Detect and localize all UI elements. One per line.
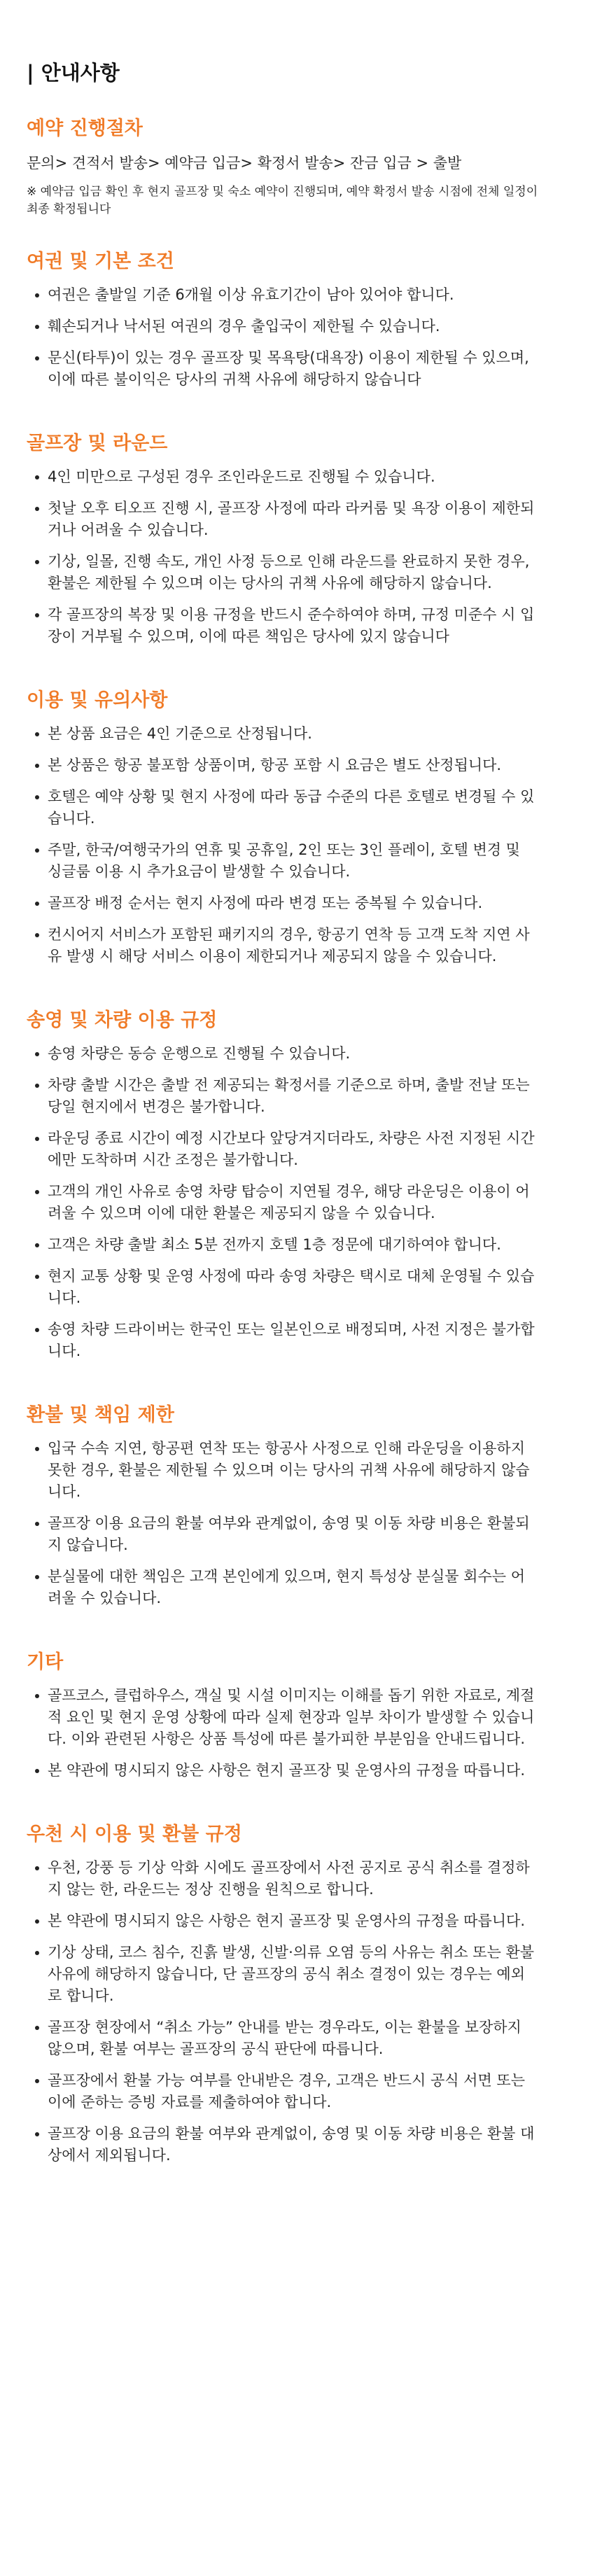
- list-item: 차량 출발 시간은 출발 전 제공되는 확정서를 기준으로 하며, 출발 전날 또는 당일 현지에서 변경은 불가합니다.: [27, 1074, 575, 1118]
- section-etc: [27, 1650, 575, 1782]
- list-item: 본 약관에 명시되지 않은 사항은 현지 골프장 및 운영사의 규정을 따릅니다.: [27, 1910, 575, 1932]
- list-item: 골프장 이용 요금의 환불 여부와 관계없이, 송영 및 이동 차량 비용은 환불되지 않습니다.: [27, 1513, 575, 1556]
- list-item: 라운딩 종료 시간이 예정 시간보다 앞당겨지더라도, 차량은 사전 지정된 시간에만 도착하며 시간 조정은 불가합니다.: [27, 1128, 575, 1171]
- list-item: 문신(타투)이 있는 경우 골프장 및 목욕탕(대욕장) 이용이 제한될 수 있으며, 이에 따른 불이익은 당사의 귀책 사유에 해당하지 않습니다: [27, 347, 575, 391]
- section-heading: 우천 시 이용 및 환불 규정: [27, 1823, 242, 1845]
- section-rain-refund: [27, 1822, 575, 2166]
- list-item: 첫날 오후 티오프 진행 시, 골프장 사정에 따라 라커룸 및 욕장 이용이 제한되거나 어려울 수 있습니다.: [27, 498, 575, 541]
- list-item: 훼손되거나 낙서된 여권의 경우 출입국이 제한될 수 있습니다.: [27, 316, 575, 337]
- section-reservation-process: [27, 116, 575, 218]
- list-item: 본 상품 요금은 4인 기준으로 산정됩니다.: [27, 723, 575, 745]
- list-item: 골프코스, 클럽하우스, 객실 및 시설 이미지는 이해를 돕기 위한 자료로, 계절적 요인 및 현지 운영 상황에 따라 실제 현장과 일부 차이가 발생할 수 있습니다. 이와 관련된 사항은 상품 특성에 따른 불가피한 부분임을 안내드립니다.: [27, 1685, 575, 1750]
- section-golf-round: [27, 431, 575, 648]
- list-item: 여권은 출발일 기준 6개월 이상 유효기간이 남아 있어야 합니다.: [27, 284, 575, 306]
- list-item: 본 상품은 항공 불포함 상품이며, 항공 포함 시 요금은 별도 산정됩니다.: [27, 755, 575, 776]
- list-item: 송영 차량은 동승 운행으로 진행될 수 있습니다.: [27, 1043, 575, 1065]
- list-item: 기상 상태, 코스 침수, 진흙 발생, 신발·의류 오염 등의 사유는 취소 또는 환불 사유에 해당하지 않습니다, 단 골프장의 공식 취소 결정이 있는 경우는 예외로 합니다.: [27, 1942, 575, 2007]
- bullet-list: [27, 466, 575, 648]
- section-heading: 골프장 및 라운드: [27, 433, 168, 454]
- section-transfer-vehicle: [27, 1008, 575, 1362]
- section-usage-notes: [27, 688, 575, 967]
- list-item: 본 약관에 명시되지 않은 사항은 현지 골프장 및 운영사의 규정을 따릅니다.: [27, 1760, 575, 1782]
- bullet-list: [27, 1438, 575, 1609]
- section-heading: 예약 진행절차: [27, 118, 143, 139]
- list-item: 4인 미만으로 구성된 경우 조인라운드로 진행될 수 있습니다.: [27, 466, 575, 488]
- list-item: 골프장 이용 요금의 환불 여부와 관계없이, 송영 및 이동 차량 비용은 환불 대상에서 제외됩니다.: [27, 2123, 575, 2166]
- section-refund-liability: [27, 1403, 575, 1609]
- section-heading: 송영 및 차량 이용 규정: [27, 1009, 218, 1031]
- list-item: 주말, 한국/여행국가의 연휴 및 공휴일, 2인 또는 3인 플레이, 호텔 변경 및 싱글룸 이용 시 추가요금이 발생할 수 있습니다.: [27, 839, 575, 883]
- section-heading: 이용 및 유의사항: [27, 690, 168, 711]
- bullet-list: [27, 1685, 575, 1782]
- bullet-list: [27, 1043, 575, 1362]
- list-item: 분실물에 대한 책임은 고객 본인에게 있으며, 현지 특성상 분실물 회수는 어려울 수 있습니다.: [27, 1566, 575, 1609]
- bullet-list: [27, 284, 575, 391]
- section-heading: 여권 및 기본 조건: [27, 251, 174, 272]
- list-item: 각 골프장의 복장 및 이용 규정을 반드시 준수하여야 하며, 규정 미준수 시 입장이 거부될 수 있으며, 이에 따른 책임은 당사에 있지 않습니다: [27, 604, 575, 648]
- list-item: 골프장에서 환불 가능 여부를 안내받은 경우, 고객은 반드시 공식 서면 또는 이에 준하는 증빙 자료를 제출하여야 합니다.: [27, 2070, 575, 2113]
- list-item: 현지 교통 상황 및 운영 사정에 따라 송영 차량은 택시로 대체 운영될 수 있습니다.: [27, 1266, 575, 1309]
- section-heading: 기타: [27, 1651, 64, 1673]
- list-item: 컨시어지 서비스가 포함된 패키지의 경우, 항공기 연착 등 고객 도착 지연 사유 발생 시 해당 서비스 이용이 제한되거나 제공되지 않을 수 있습니다.: [27, 924, 575, 967]
- list-item: 호텔은 예약 상황 및 현지 사정에 따라 동급 수준의 다른 호텔로 변경될 수 있습니다.: [27, 786, 575, 830]
- section-passport: [27, 249, 575, 391]
- page-title: | 안내사항: [27, 61, 120, 85]
- list-item: 송영 차량 드라이버는 한국인 또는 일본인으로 배정되며, 사전 지정은 불가합니다.: [27, 1319, 575, 1362]
- list-item: 고객은 차량 출발 최소 5분 전까지 호텔 1층 정문에 대기하여야 합니다.: [27, 1234, 575, 1256]
- list-item: 골프장 배정 순서는 현지 사정에 따라 변경 또는 중복될 수 있습니다.: [27, 892, 575, 914]
- reservation-flow: 문의> 견적서 발송> 예약금 입금> 확정서 발송> 잔금 입금 > 출발: [27, 155, 462, 172]
- bullet-list: [27, 723, 575, 967]
- section-heading: 환불 및 책임 제한: [27, 1404, 174, 1426]
- list-item: 우천, 강풍 등 기상 악화 시에도 골프장에서 사전 공지로 공식 취소를 결정하지 않는 한, 라운드는 정상 진행을 원칙으로 합니다.: [27, 1857, 575, 1900]
- list-item: 기상, 일몰, 진행 속도, 개인 사정 등으로 인해 라운드를 완료하지 못한 경우, 환불은 제한될 수 있으며 이는 당사의 귀책 사유에 해당하지 않습니다.: [27, 551, 575, 594]
- bullet-list: [27, 1857, 575, 2166]
- list-item: 고객의 개인 사유로 송영 차량 탑승이 지연될 경우, 해당 라운딩은 이용이 어려울 수 있으며 이에 대한 환불은 제공되지 않을 수 있습니다.: [27, 1181, 575, 1224]
- reservation-note: ※ 예약금 입금 확인 후 현지 골프장 및 숙소 예약이 진행되며, 예약 확정서 발송 시점에 전체 일정이 최종 확정됩니다: [27, 185, 538, 216]
- list-item: 입국 수속 지연, 항공편 연착 또는 항공사 사정으로 인해 라운딩을 이용하지 못한 경우, 환불은 제한될 수 있으며 이는 당사의 귀책 사유에 해당하지 않습니다.: [27, 1438, 575, 1503]
- list-item: 골프장 현장에서 “취소 가능” 안내를 받는 경우라도, 이는 환불을 보장하지 않으며, 환불 여부는 골프장의 공식 판단에 따릅니다.: [27, 2017, 575, 2060]
